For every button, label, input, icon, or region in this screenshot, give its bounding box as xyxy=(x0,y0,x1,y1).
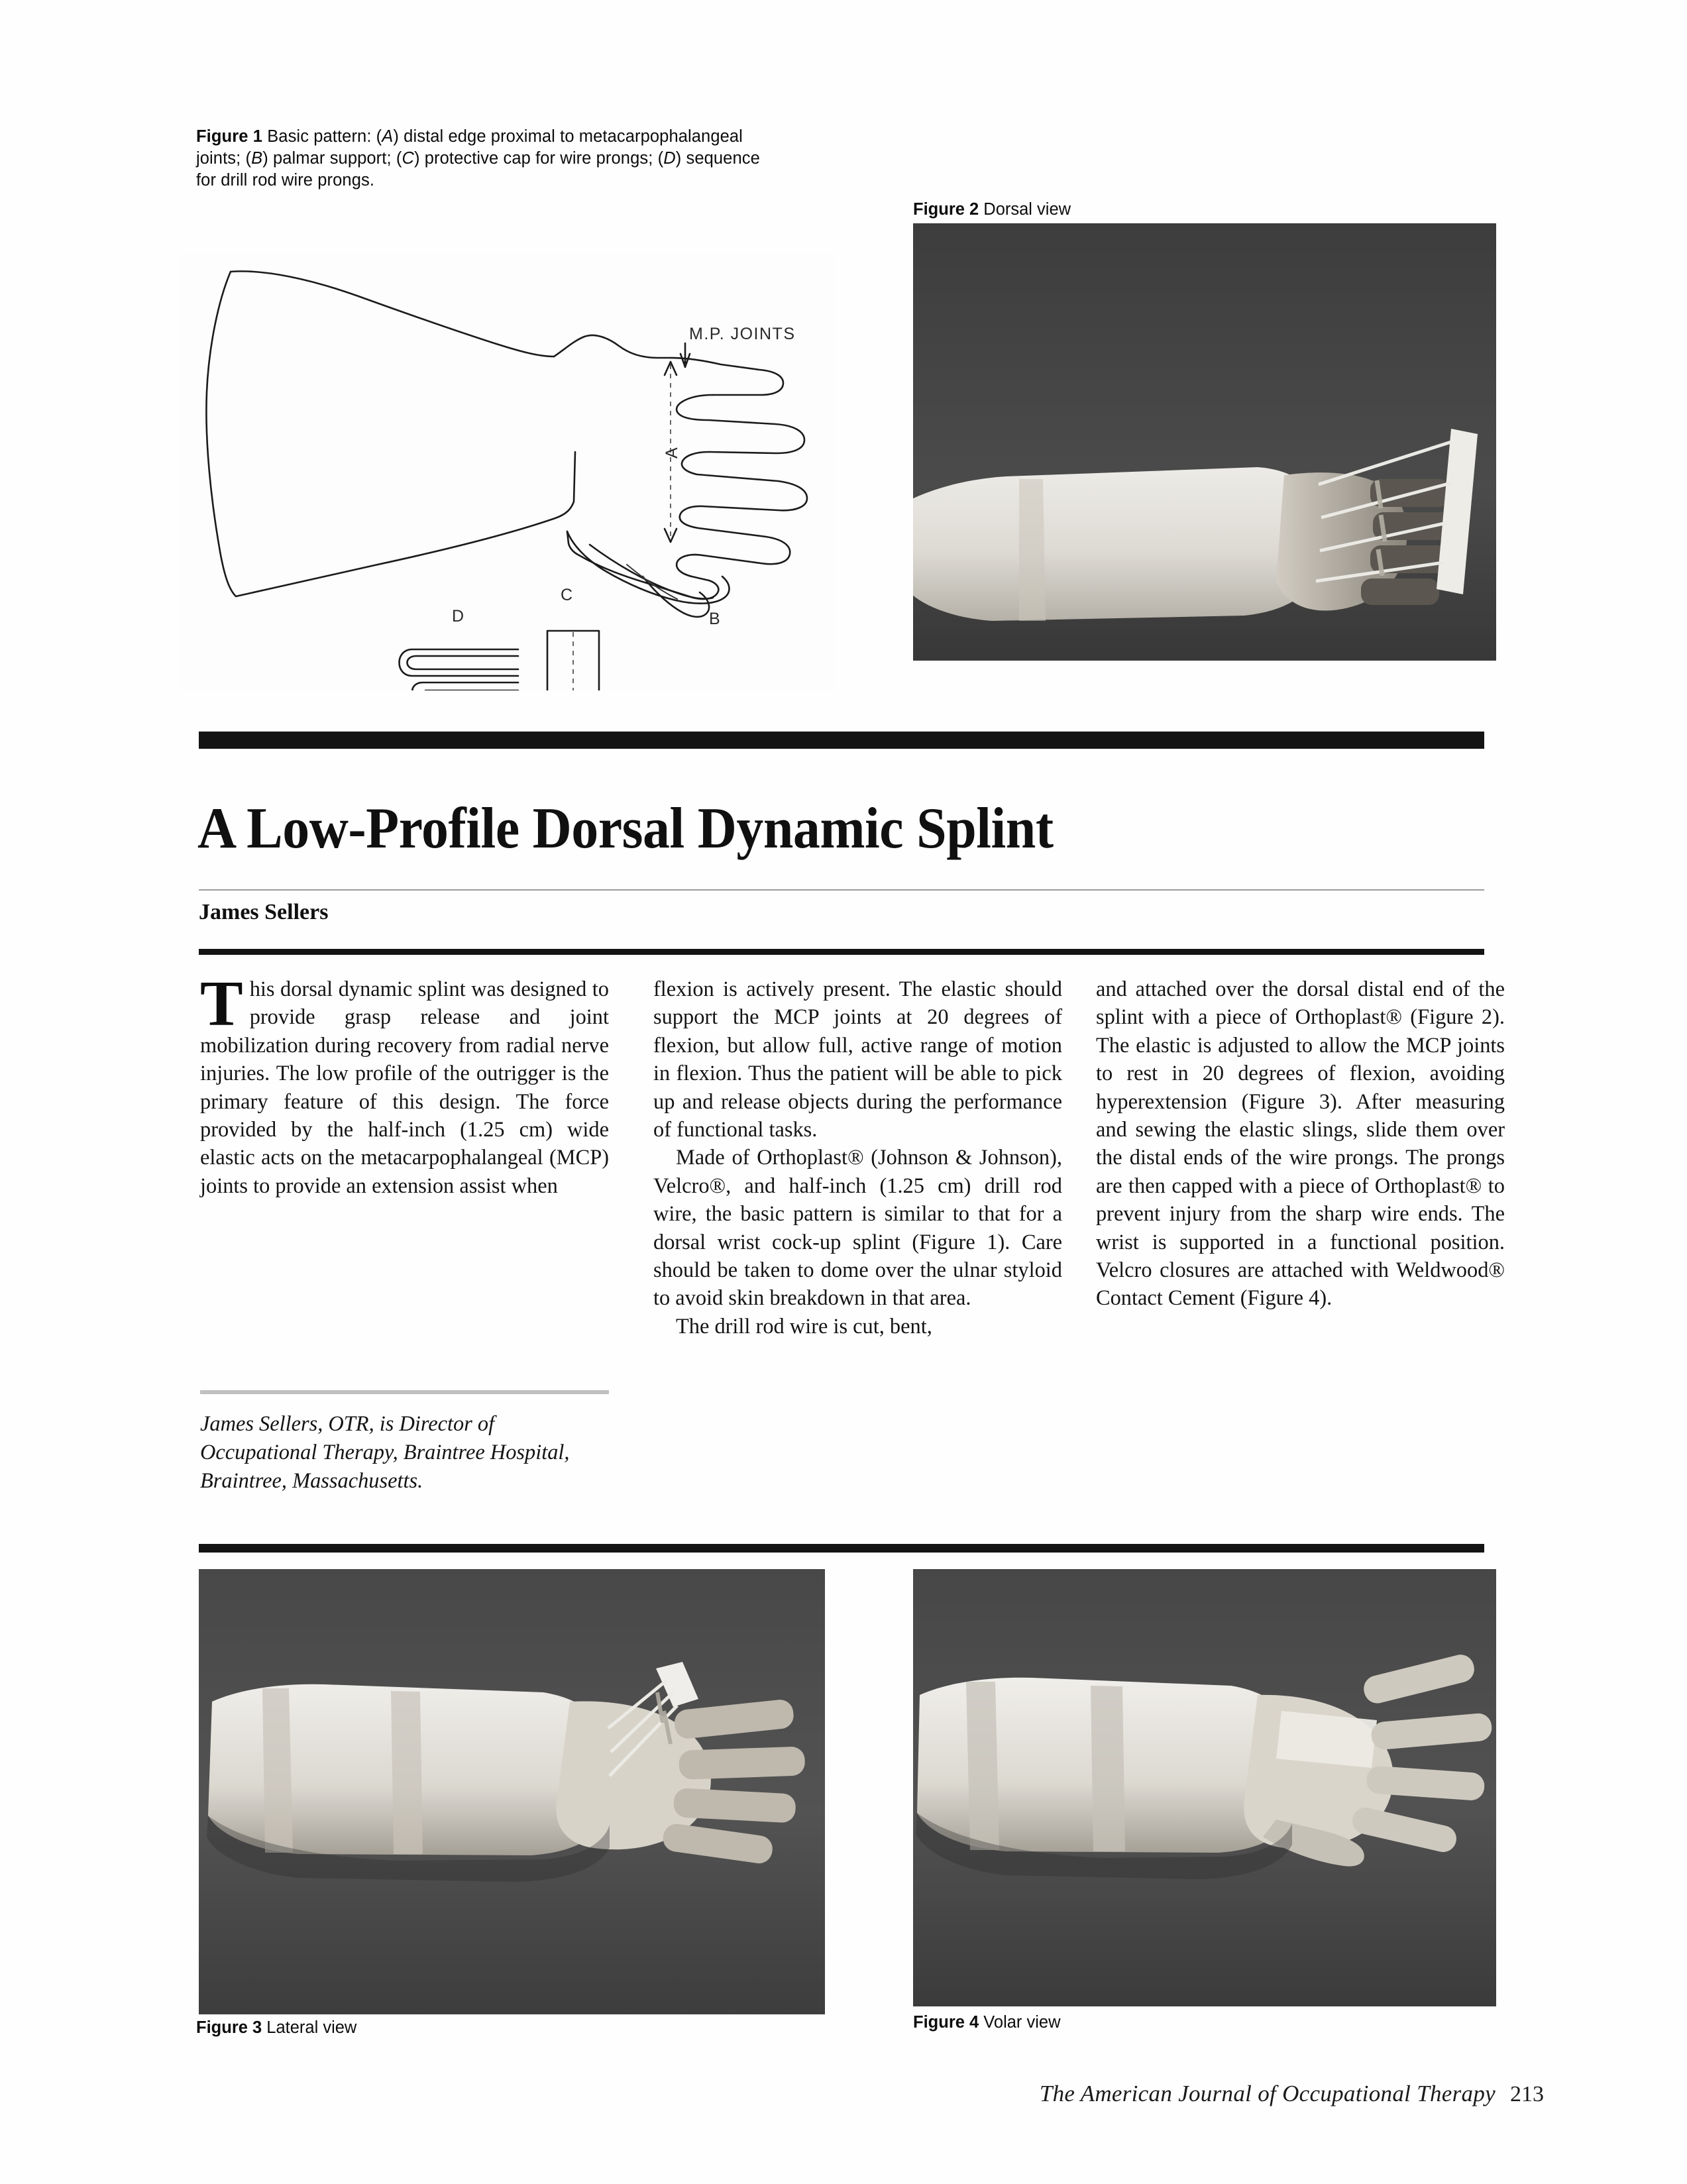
figure-1-line-drawing xyxy=(179,253,835,690)
figure-1-label: Figure 1 xyxy=(196,127,262,146)
body-column-3 xyxy=(1096,975,1505,1313)
body-column-2 xyxy=(653,975,1062,1340)
figure-2-caption xyxy=(913,200,1071,219)
figure-1-label-mp-joints: M.P. JOINTS xyxy=(689,325,796,343)
figure-1-label-D: D xyxy=(452,607,465,626)
figure-4-caption xyxy=(913,2013,1061,2032)
page-number: 213 xyxy=(1510,2082,1544,2106)
figure-3-photo xyxy=(199,1569,825,2014)
bio-top-rule xyxy=(200,1390,609,1394)
figure-2-photo xyxy=(913,223,1496,661)
body-column-1 xyxy=(200,968,609,1200)
figure-1-caption xyxy=(196,126,779,191)
figure-1-caption-text: Basic pattern: (A) distal edge proximal to metacarpophalangeal joints; (B) palmar support; (C) protective cap for wire prongs; (D) sequence for drill rod wire prongs. xyxy=(196,127,760,190)
col3-paragraph-1: and attached over the dorsal distal end of the splint with a piece of Orthoplast® (Figure 2). The elastic is adjusted to allow the MCP joints to rest in 20 degrees of flexion, avoiding hyperextension (Figure 3). After measuring and sewing the elastic slings, slide them over the distal ends of the wire prongs. The prongs are then capped with a piece of Orthoplast® to prevent injury from the sharp wire ends. The wrist is supported in a functional position. Velcro closures are attached with Weldwood® Contact Cement (Figure 4). xyxy=(1096,977,1505,1311)
journal-name: The American Journal of Occupational Therapy xyxy=(1039,2081,1496,2106)
columns-top-rule xyxy=(199,949,1484,955)
figure-2-caption-text: Dorsal view xyxy=(983,200,1071,219)
figure-3-caption xyxy=(196,2018,356,2038)
figure-1-label-C: C xyxy=(561,586,574,604)
figure-1-item-letter: D xyxy=(663,149,676,168)
author-bio: James Sellers, OTR, is Director of Occupational Therapy, Braintree Hospital, Braintree, Massachusetts. xyxy=(200,1412,570,1493)
page-title: A Low-Profile Dorsal Dynamic Splint xyxy=(197,796,1054,861)
col2-paragraph-1: flexion is actively present. The elastic should support the MCP joints at 20 degrees of flexion, but allow full, active range of motion in flexion. Thus the patient will be able to pick up and release objects during the performance of functional tasks. xyxy=(653,977,1062,1142)
figure-1-item-letter: A xyxy=(382,127,394,146)
col2-paragraph-2: Made of Orthoplast® (Johnson & Johnson), Velcro®, and half-inch (1.25 cm) drill rod wire, the basic pattern is similar to that for a dorsal wrist cock-up splint (Figure 1). Care should be taken to dome over the ulnar styloid to avoid skin breakdown in that area. xyxy=(653,1146,1062,1311)
title-top-rule xyxy=(199,732,1484,749)
figure-3-label: Figure 3 xyxy=(196,2018,262,2037)
figure-1-label-A: A xyxy=(663,446,681,459)
figures-top-rule xyxy=(199,1544,1484,1553)
byline-top-rule xyxy=(199,889,1484,891)
figure-4-caption-text: Volar view xyxy=(983,2013,1061,2032)
drop-cap: T xyxy=(200,968,243,1039)
figure-2-label: Figure 2 xyxy=(913,200,979,219)
figure-1-item-letter: C xyxy=(402,149,414,168)
figure-3-caption-text: Lateral view xyxy=(266,2018,357,2037)
col2-paragraph-3: The drill rod wire is cut, bent, xyxy=(676,1314,932,1338)
author-byline: James Sellers xyxy=(199,900,329,924)
figure-4-label: Figure 4 xyxy=(913,2013,979,2032)
col1-paragraph-1: his dorsal dynamic splint was designed to provide grasp release and joint mobilization during recovery from radial nerve injuries. The low profile of the outrigger is the primary feature of this design. The force provided by the half-inch (1.25 cm) wide elastic acts on the metacarpophalangeal (MCP) joints to provide an extension assist when xyxy=(200,977,609,1198)
page-footer xyxy=(0,2081,1544,2107)
figure-4-photo xyxy=(913,1569,1496,2006)
figure-1-label-B: B xyxy=(709,610,722,628)
figure-1-item-letter: B xyxy=(251,149,263,168)
